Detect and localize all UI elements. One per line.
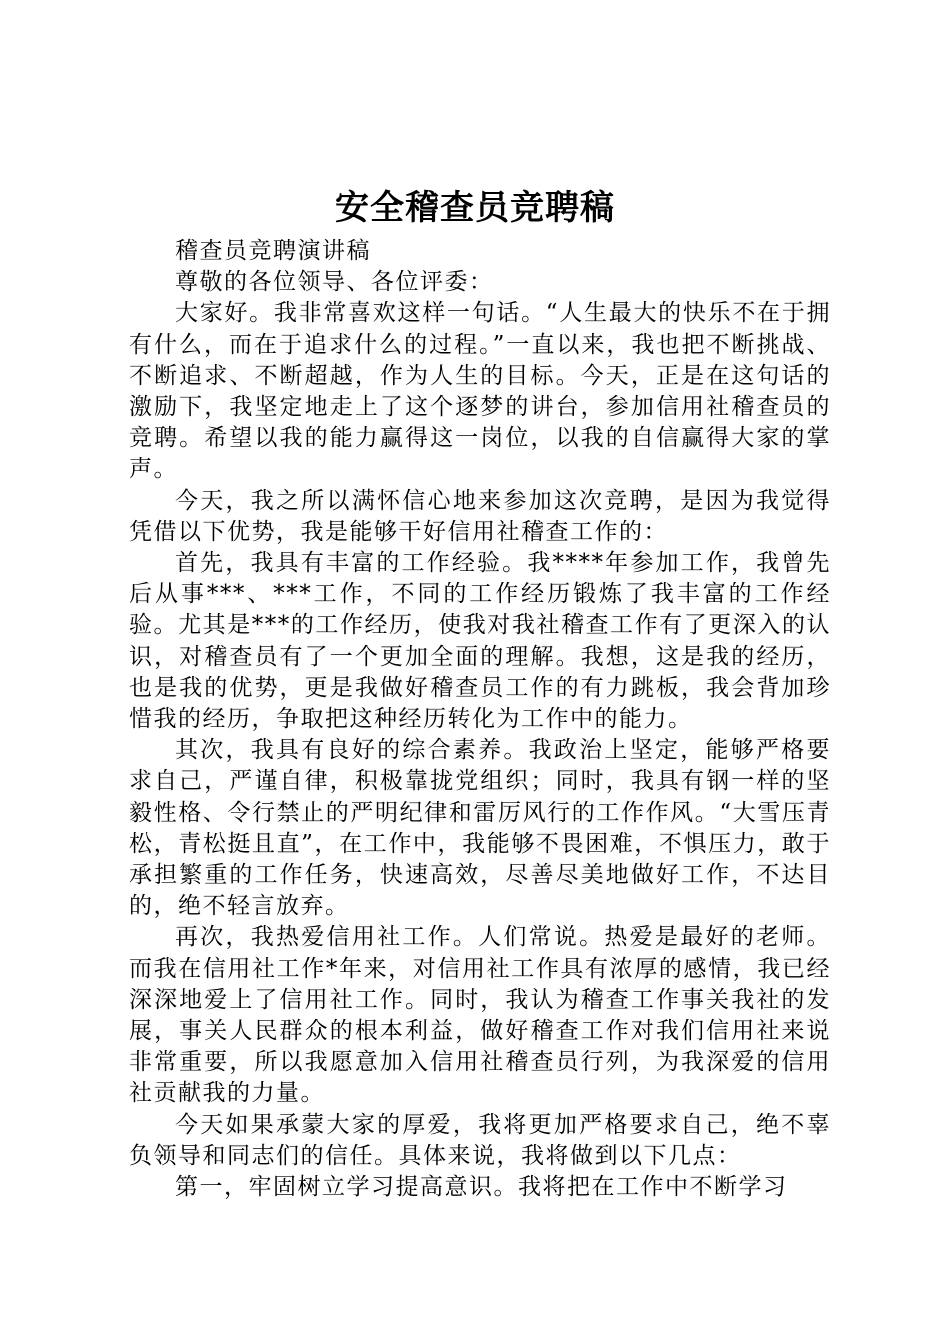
paragraph-reason: 今天，我之所以满怀信心地来参加这次竞聘，是因为我觉得凭借以下优势，我是能够干好信用社稽查工作的： — [129, 487, 831, 545]
document-body — [129, 236, 831, 1203]
paragraph-intro: 大家好。我非常喜欢这样一句话。“人生最大的快乐不在于拥有什么，而在于追求什么的过程。”一直以来，我也把不断挑战、不断追求、不断超越，作为人生的目标。今天，正是在这句话的激励下，我坚定地走上了这个逐梦的讲台，参加信用社稽查员的竞聘。希望以我的能力赢得这一岗位，以我的自信赢得大家的掌声。 — [129, 300, 831, 483]
paragraph-qualities: 其次，我具有良好的综合素养。我政治上坚定，能够严格要求自己，严谨自律，积极靠拢党组织；同时，我具有钢一样的坚毅性格、令行禁止的严明纪律和雷厉风行的工作作风。“大雪压青松，青松挺且直”，在工作中，我能够不畏困难，不惧压力，敢于承担繁重的工作任务，快速高效，尽善尽美地做好工作，不达目的，绝不轻言放弃。 — [129, 737, 831, 920]
paragraph-subtitle: 稽查员竞聘演讲稿 — [175, 238, 371, 264]
paragraph-salutation: 尊敬的各位领导、各位评委： — [175, 269, 494, 296]
document-title: 安全稽查员竞聘稿 — [335, 188, 615, 228]
paragraph-commitment: 今天如果承蒙大家的厚爱，我将更加严格要求自己，绝不辜负领导和同志们的信任。具体来说，我将做到以下几点： — [129, 1111, 831, 1169]
paragraph-first-point: 第一，牢固树立学习提高意识。我将把在工作中不断学习 — [175, 1174, 788, 1201]
paragraph-passion: 再次，我热爱信用社工作。人们常说。热爱是最好的老师。而我在信用社工作*年来，对信用社工作具有浓厚的感情，我已经深深地爱上了信用社工作。同时，我认为稽查工作事关我社的发展，事关人民群众的根本利益，做好稽查工作对我们信用社来说非常重要，所以我愿意加入信用社稽查员行列，为我深爱的信用社贡献我的力量。 — [129, 924, 831, 1107]
paragraph-experience: 首先，我具有丰富的工作经验。我****年参加工作，我曾先后从事***、***工作，不同的工作经历锻炼了我丰富的工作经验。尤其是***的工作经历，使我对我社稽查工作有了更深入的认识，对稽查员有了一个更加全面的理解。我想，这是我的经历，也是我的优势，更是我做好稽查员工作的有力跳板，我会背加珍惜我的经历，争取把这种经历转化为工作中的能力。 — [129, 550, 831, 733]
